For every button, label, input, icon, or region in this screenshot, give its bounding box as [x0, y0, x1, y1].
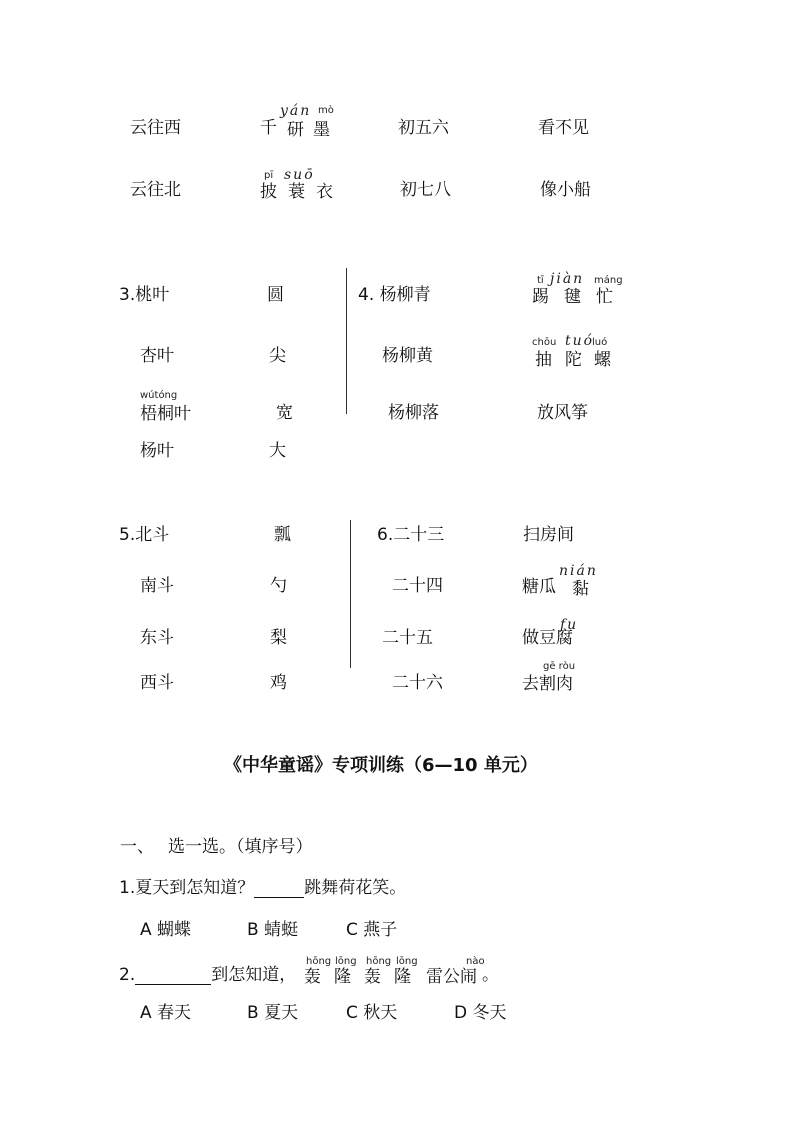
pinyin-mang: máng	[594, 275, 623, 286]
s5-left-2: 南斗	[140, 576, 174, 596]
q2-option-a[interactable]: A 春天	[140, 1003, 192, 1023]
q2-option-c[interactable]: C 秋天	[346, 1003, 398, 1023]
q1-suffix: 跳舞荷花笑。	[304, 878, 407, 898]
q1-option-c[interactable]: C 燕子	[346, 920, 398, 940]
divider-line-2	[350, 520, 351, 668]
row2-col2-suo: 蓑	[288, 182, 305, 202]
row1-col2-yan: 研	[287, 120, 304, 140]
pinyin-ti: tī	[537, 275, 544, 286]
q2-line	[119, 965, 296, 985]
pinyin-jian: jiàn	[550, 271, 585, 287]
pinyin-nian: nián	[559, 563, 598, 579]
row2-col1: 云往北	[130, 180, 181, 200]
s3-right-2: 尖	[269, 346, 286, 366]
s5-right-2: 勺	[270, 576, 287, 596]
s5-left-3: 东斗	[140, 628, 174, 648]
q2-period: 。	[482, 965, 499, 985]
q2-leigongnao: 雷公闹	[426, 967, 477, 987]
pinyin-hong-1: hōng	[306, 956, 332, 967]
q1-option-a[interactable]: A 蝴蝶	[140, 920, 192, 940]
s4-r1-mang: 忙	[596, 287, 613, 307]
s4-r1-ti: 踢	[532, 287, 549, 307]
s6-left-3: 二十五	[382, 628, 433, 648]
pinyin-long-2: lōng	[396, 956, 418, 967]
s5-right-4: 鸡	[270, 673, 287, 693]
part1-instruction: 选一选。（填序号）	[168, 837, 313, 857]
q2-option-d[interactable]: D 冬天	[454, 1003, 507, 1023]
s6-right-2-nian: 黏	[572, 579, 589, 599]
s6-left-4: 二十六	[392, 673, 443, 693]
q2-long-1: 隆	[334, 967, 351, 987]
row1-col4: 看不见	[538, 118, 589, 138]
row2-col4: 像小船	[540, 180, 591, 200]
row1-col2-mo: 墨	[313, 120, 330, 140]
q2-mid: 到怎知道，	[211, 965, 297, 985]
pinyin-suo: suō	[284, 167, 315, 183]
pinyin-luo: luó	[592, 337, 608, 348]
q2-option-b[interactable]: B 夏天	[247, 1003, 299, 1023]
s3-left-4: 杨叶	[140, 441, 174, 461]
pinyin-mo: mò	[318, 105, 334, 116]
row1-col3: 初五六	[398, 118, 449, 138]
part1-label: 一、	[120, 837, 154, 857]
s4-r2-luo: 螺	[594, 350, 611, 370]
q2-hong-1: 轰	[304, 967, 321, 987]
s5-left-4: 西斗	[140, 673, 174, 693]
row2-col2-pi: 披	[260, 182, 277, 202]
s5-right-3: 梨	[270, 628, 287, 648]
pinyin-wutong: wútóng	[140, 390, 178, 401]
divider-line-1	[346, 268, 347, 414]
s3-right-1: 圆	[267, 285, 284, 305]
pinyin-gerou: gē ròu	[543, 661, 576, 672]
q2-prefix: 2.	[119, 965, 136, 985]
q2-long-2: 隆	[394, 967, 411, 987]
s4-r2-chou: 抽	[535, 350, 552, 370]
q2-answer-blank[interactable]	[135, 968, 211, 985]
q1-answer-blank[interactable]	[254, 881, 304, 898]
s3-left-3: 梧桐叶	[140, 404, 191, 424]
s6-right-2: 糖瓜	[522, 577, 556, 597]
s4-left-1: 4. 杨柳青	[358, 285, 431, 305]
s5-left-1: 5.北斗	[119, 525, 170, 545]
row1-col1: 云往西	[130, 118, 181, 138]
pinyin-fu: fu	[560, 617, 579, 633]
q1-line	[119, 878, 406, 898]
pinyin-chou: chōu	[532, 337, 557, 348]
pinyin-long-1: lōng	[335, 956, 357, 967]
row2-col3: 初七八	[400, 180, 451, 200]
s3-left-2: 杏叶	[140, 346, 174, 366]
s4-r2-tuo: 陀	[565, 350, 582, 370]
s3-right-3: 宽	[276, 403, 293, 423]
row1-col2-qian: 千	[260, 118, 277, 138]
q1-option-b[interactable]: B 蜻蜓	[247, 920, 299, 940]
s4-left-2: 杨柳黄	[382, 346, 433, 366]
q1-prefix: 1.夏天到怎知道？	[119, 878, 255, 898]
s6-left-1: 6.二十三	[377, 525, 445, 545]
row2-col2-yi: 衣	[316, 182, 333, 202]
s4-left-3: 杨柳落	[388, 403, 439, 423]
q2-hong-2: 轰	[364, 967, 381, 987]
s6-left-2: 二十四	[392, 576, 443, 596]
pinyin-hong-2: hōng	[366, 956, 392, 967]
s3-right-4: 大	[269, 441, 286, 461]
pinyin-yan: yán	[280, 103, 312, 119]
s5-right-1: 瓢	[274, 525, 291, 545]
page-title: 《中华童谣》专项训练（6—10 单元）	[224, 755, 538, 776]
s4-right-3: 放风筝	[537, 403, 588, 423]
s6-right-1: 扫房间	[523, 525, 574, 545]
pinyin-tuo: tuó	[565, 333, 595, 349]
s6-right-4: 去割肉	[522, 674, 573, 694]
pinyin-nao: nào	[466, 956, 485, 967]
pinyin-pi: pī	[264, 170, 274, 181]
s6-right-3: 做豆腐	[522, 628, 573, 648]
s4-r1-jian: 毽	[564, 287, 581, 307]
s3-left-1: 3.桃叶	[119, 285, 170, 305]
